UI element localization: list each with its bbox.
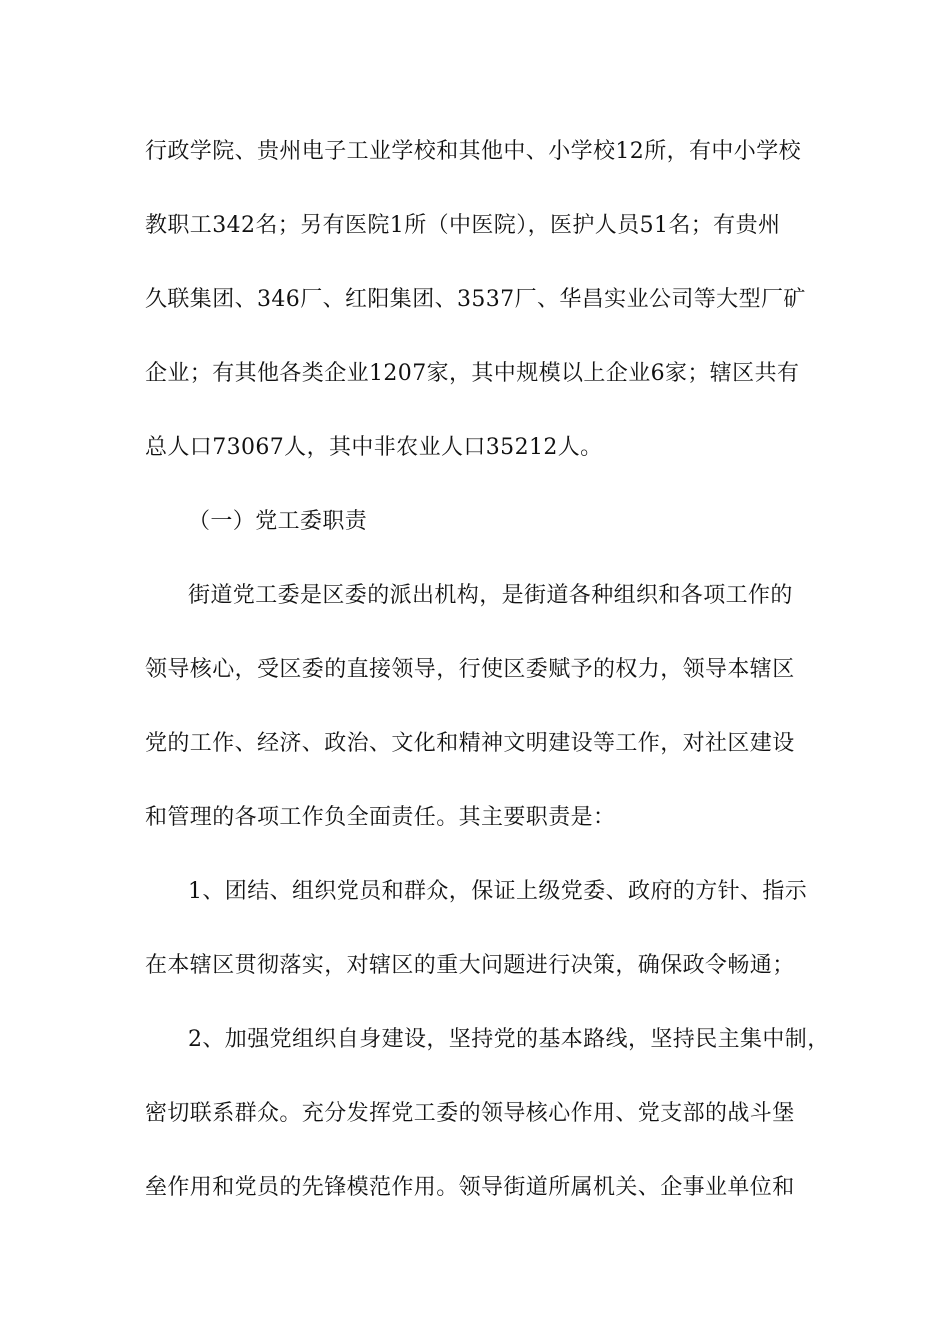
section-heading: （一）党工委职责 xyxy=(188,509,368,534)
text-line: 企业；有其他各类企业1207家，其中规模以上企业6家；辖区共有 xyxy=(145,361,800,386)
paragraph-first-line: 街道党工委是区委的派出机构，是街道各种组织和各项工作的 xyxy=(188,583,793,608)
list-item-first-line: 1、团结、组织党员和群众，保证上级党委、政府的方针、指示 xyxy=(188,879,808,904)
list-item-first-line: 2、加强党组织自身建设，坚持党的基本路线，坚持民主集中制， xyxy=(188,1027,830,1052)
text-line: 和管理的各项工作负全面责任。其主要职责是： xyxy=(145,805,616,830)
text-line: 领导核心，受区委的直接领导，行使区委赋予的权力，领导本辖区 xyxy=(145,657,795,682)
text-line: 久联集团、346厂、红阳集团、3537厂、华昌实业公司等大型厂矿 xyxy=(145,287,806,312)
text-line: 垒作用和党员的先锋模范作用。领导街道所属机关、企事业单位和 xyxy=(145,1175,795,1200)
text-line: 密切联系群众。充分发挥党工委的领导核心作用、党支部的战斗堡 xyxy=(145,1101,795,1126)
text-line: 在本辖区贯彻落实，对辖区的重大问题进行决策，确保政令畅通； xyxy=(145,953,795,978)
text-line: 党的工作、经济、政治、文化和精神文明建设等工作，对社区建设 xyxy=(145,731,795,756)
text-line: 教职工342名；另有医院1所（中医院），医护人员51名；有贵州 xyxy=(145,213,781,238)
text-line: 总人口73067人，其中非农业人口35212人。 xyxy=(145,435,603,460)
text-line: 行政学院、贵州电子工业学校和其他中、小学校12所，有中小学校 xyxy=(145,139,801,164)
